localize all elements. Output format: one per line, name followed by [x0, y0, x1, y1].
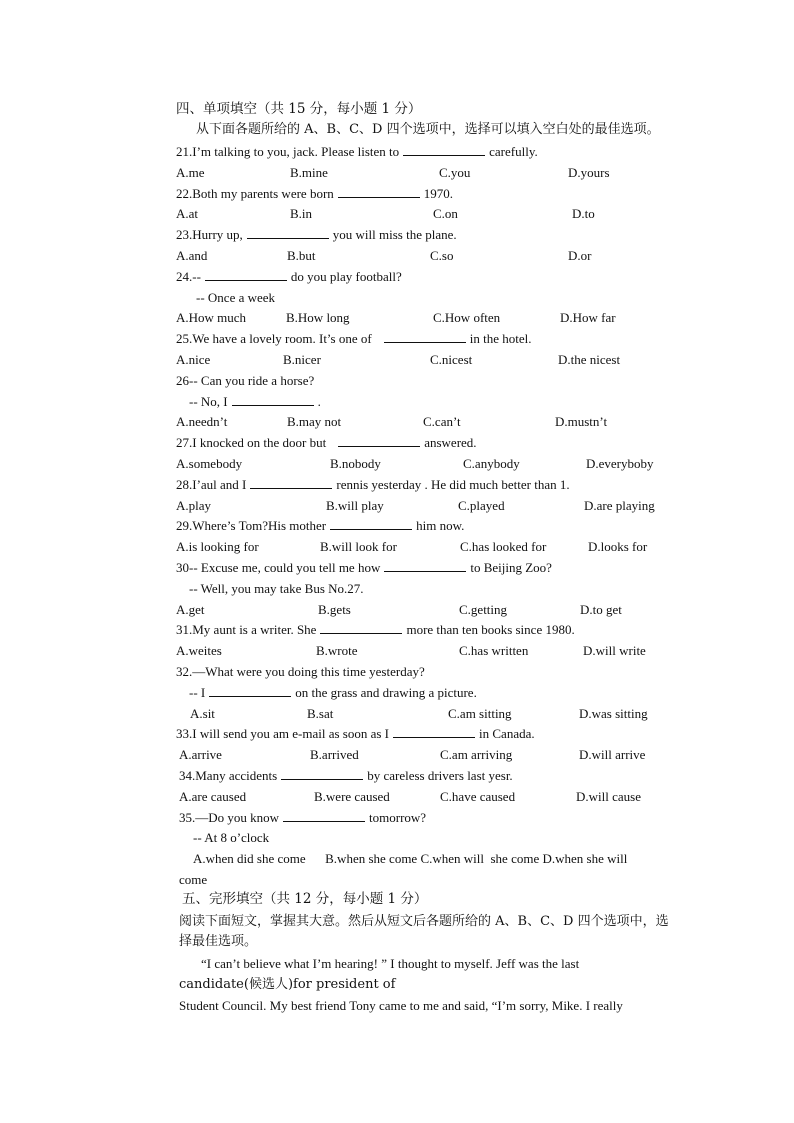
option-d[interactable]: D.will write [583, 643, 646, 658]
option-c[interactable]: C.am sitting [448, 706, 512, 721]
option-c[interactable]: C.played [458, 498, 505, 513]
option-d[interactable]: D.or [568, 248, 592, 263]
question-23: 23.Hurry up, you will miss the plane. [176, 227, 457, 242]
option-c[interactable]: C.has looked for [460, 539, 547, 554]
option-b[interactable]: B.in [290, 206, 313, 221]
section-5-instruction: 阅读下面短文，掌握其大意。然后从短文后各题所给的 A、B、C、D 四个选项中，选择最佳选项。 [179, 914, 669, 949]
option-d[interactable]: D.will cause [576, 789, 641, 804]
option-b[interactable]: B.gets [318, 602, 351, 617]
question-24: 24.-- do you play football? [176, 269, 402, 284]
passage-line-1: “I can’t believe what I’m hearing! ” I thought to myself. Jeff was the last [201, 956, 580, 971]
option-c[interactable]: C.can’t [423, 414, 461, 429]
option-a[interactable]: A.is looking for [176, 539, 259, 554]
option-d[interactable]: D.to [572, 206, 595, 221]
option-c[interactable]: C.so [430, 248, 454, 263]
question-32: 32.—What were you doing this time yesterday? [176, 664, 425, 679]
option-d[interactable]: D.yours [568, 165, 610, 180]
option-b[interactable]: B.will look for [320, 539, 397, 554]
option-b[interactable]: B.may not [287, 414, 342, 429]
question-30: 30-- Excuse me, could you tell me how to Beijing Zoo? [176, 560, 552, 575]
question-28: 28.I’aul and I rennis yesterday . He did much better than 1. [176, 477, 570, 492]
question-35-options[interactable]: A.when did she come B.when she come C.when will she come D.when she will [193, 851, 628, 866]
answer-blank[interactable] [281, 768, 363, 780]
option-d[interactable]: D.How far [560, 310, 616, 325]
option-b[interactable]: B.sat [307, 706, 334, 721]
option-d[interactable]: D.are playing [584, 498, 655, 513]
option-a[interactable]: A.are caused [179, 789, 247, 804]
answer-blank[interactable] [393, 726, 475, 738]
section-4-title: 四、单项填空（共 15 分，每小题 1 分） [176, 101, 422, 117]
option-a[interactable]: A.somebody [176, 456, 243, 471]
answer-blank[interactable] [232, 394, 314, 406]
option-b[interactable]: B.arrived [310, 747, 359, 762]
option-a[interactable]: A.play [176, 498, 212, 513]
option-a[interactable]: A.nice [176, 352, 211, 367]
question-35-reply: -- At 8 o’clock [193, 830, 270, 845]
option-d[interactable]: D.was sitting [579, 706, 648, 721]
option-d[interactable]: D.the nicest [558, 352, 621, 367]
answer-blank[interactable] [205, 269, 287, 281]
section-5-instruction-line1 [179, 912, 675, 952]
option-c[interactable]: C.has written [459, 643, 529, 658]
answer-blank[interactable] [384, 331, 466, 343]
option-c[interactable]: C.How often [433, 310, 501, 325]
option-c[interactable]: C.you [439, 165, 471, 180]
option-d[interactable]: D.everyboby [586, 456, 654, 471]
option-c[interactable]: C.anybody [463, 456, 520, 471]
option-b[interactable]: B.nobody [330, 456, 381, 471]
option-a[interactable]: A.arrive [179, 747, 222, 762]
option-a[interactable]: A.get [176, 602, 205, 617]
question-25: 25.We have a lovely room. It’s one of in the hotel. [176, 331, 532, 346]
question-30-reply: -- Well, you may take Bus No.27. [189, 581, 364, 596]
option-b[interactable]: B.How long [286, 310, 350, 325]
option-a[interactable]: A.me [176, 165, 205, 180]
option-a[interactable]: A.weites [176, 643, 222, 658]
question-22: 22.Both my parents were born 1970. [176, 186, 454, 201]
answer-blank[interactable] [384, 560, 466, 572]
answer-blank[interactable] [247, 227, 329, 239]
question-31: 31.My aunt is a writer. She more than ten books since 1980. [176, 622, 575, 637]
question-29: 29.Where’s Tom?His mother him now. [176, 518, 465, 533]
section-4-instruction: 从下面各题所给的 A、B、C、D 四个选项中，选择可以填入空白处的最佳选项。 [196, 122, 660, 137]
option-d[interactable]: D.to get [580, 602, 622, 617]
question-35: 35.—Do you know tomorrow? [179, 810, 427, 825]
option-b[interactable]: B.mine [290, 165, 328, 180]
question-27: 27.I knocked on the door but answered. [176, 435, 477, 450]
passage [179, 953, 673, 1016]
passage-line-3: Student Council. My best friend Tony came to me and said, “I’m sorry, Mike. I really [179, 998, 623, 1013]
section-5-title: 五、完形填空（共 12 分，每小题 1 分） [182, 891, 428, 907]
option-c[interactable]: C.am arriving [440, 747, 513, 762]
question-32-reply: -- I on the grass and drawing a picture. [189, 685, 477, 700]
option-b[interactable]: B.will play [326, 498, 384, 513]
answer-blank[interactable] [283, 810, 365, 822]
option-c[interactable]: C.nicest [430, 352, 473, 367]
option-d[interactable]: D.will arrive [579, 747, 646, 762]
answer-blank[interactable] [250, 477, 332, 489]
option-a[interactable]: A.How much [176, 310, 247, 325]
option-a[interactable]: A.sit [190, 706, 215, 721]
option-c[interactable]: C.getting [459, 602, 508, 617]
answer-blank[interactable] [320, 622, 402, 634]
question-35-options-wrap: come [179, 872, 208, 887]
option-b[interactable]: B.but [287, 248, 316, 263]
question-34: 34.Many accidents by careless drivers last yesr. [179, 768, 513, 783]
question-26: 26-- Can you ride a horse? [176, 373, 315, 388]
option-d[interactable]: D.mustn’t [555, 414, 608, 429]
answer-blank[interactable] [209, 685, 291, 697]
option-a[interactable]: A.and [176, 248, 208, 263]
question-21: 21.I’m talking to you, jack. Please listen to carefully. [176, 144, 538, 159]
option-b[interactable]: B.were caused [314, 789, 390, 804]
option-b[interactable]: B.nicer [283, 352, 321, 367]
passage-line-2: candidate(候选人)for president of [179, 977, 396, 992]
option-c[interactable]: C.have caused [440, 789, 516, 804]
option-a[interactable]: A.at [176, 206, 199, 221]
answer-blank[interactable] [403, 144, 485, 156]
answer-blank[interactable] [330, 518, 412, 530]
answer-blank[interactable] [338, 435, 420, 447]
question-24-reply: -- Once a week [196, 290, 276, 305]
question-26-reply: -- No, I . [189, 394, 321, 409]
question-33: 33.I will send you am e-mail as soon as I in Canada. [176, 726, 535, 741]
option-a[interactable]: A.needn’t [176, 414, 228, 429]
option-b[interactable]: B.wrote [316, 643, 358, 658]
option-c[interactable]: C.on [433, 206, 458, 221]
answer-blank[interactable] [338, 186, 420, 198]
option-d[interactable]: D.looks for [588, 539, 648, 554]
